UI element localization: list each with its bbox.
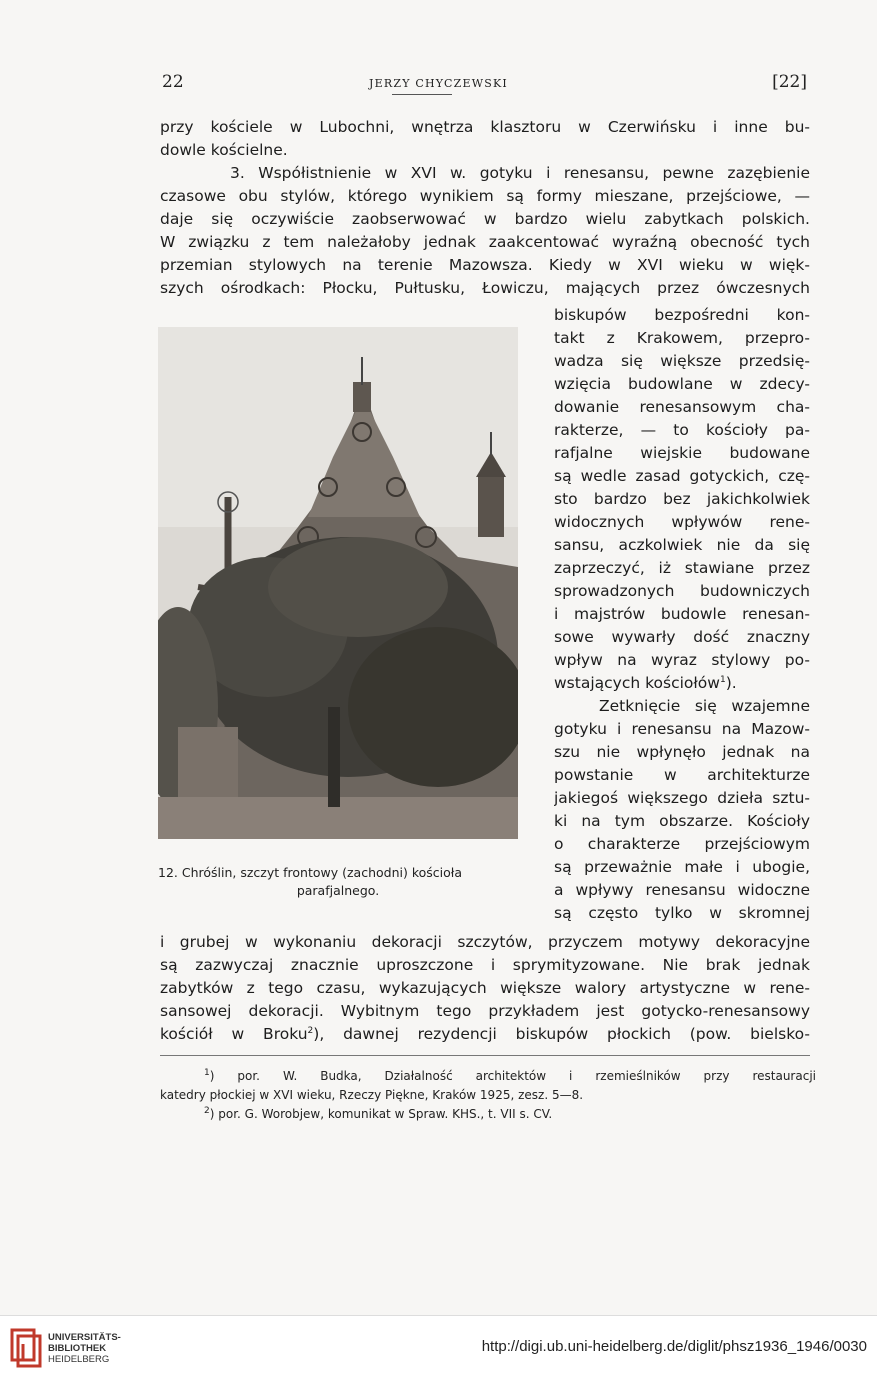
footnote-mark: 1: [204, 1068, 210, 1078]
text-line: wadza się większe przedsię-: [554, 352, 810, 370]
footnote-1-line-2: katedry płockiej w XVI wieku, Rzeczy Piękne, Kraków 1925, zesz. 5—8.: [160, 1088, 584, 1102]
text-line: W związku z tem należałoby jednak zaakcentować wyraźną obecność tych: [160, 233, 810, 251]
text-line: takt z Krakowem, przepro-: [554, 329, 810, 347]
text-fragment: ).: [725, 674, 737, 692]
library-name: [48, 1332, 121, 1365]
footnote-ref-2: 2: [307, 1025, 314, 1036]
source-url-link[interactable]: http://digi.ub.uni-heidelberg.de/diglit/phsz1936_1946/0030: [481, 1338, 867, 1355]
university-library-logo-icon: [10, 1324, 42, 1372]
text-line: 3. Współistnienie w XVI w. gotyku i renesansu, pewne zazębienie: [230, 164, 810, 182]
text-line: sansu, aczkolwiek nie da się: [554, 536, 810, 554]
library-line-3: HEIDELBERG: [48, 1354, 110, 1365]
text-line: są często tylko w skromnej: [554, 904, 810, 922]
footer-bar: [0, 1315, 877, 1379]
church-photo-drawing: [158, 327, 518, 839]
church-gable-photo: [158, 327, 518, 839]
body-text-top: [160, 116, 810, 300]
footnote-2: [160, 1105, 816, 1124]
text-line: i grubej w wykonaniu dekoracji szczytów, przyczem motywy dekoracyjne: [160, 933, 810, 951]
text-line: o charakterze przejściowym: [554, 835, 810, 853]
text-line: przy kościele w Lubochni, wnętrza klasztoru w Czerwińsku i inne bu-: [160, 118, 810, 136]
text-line: a wpływy renesansu widoczne: [554, 881, 810, 899]
text-line: zabytków z tego czasu, wykazujących większe walory artystyczne w rene-: [160, 979, 810, 997]
footnote-ref-1: 1: [719, 674, 726, 685]
body-text-column: [554, 304, 810, 925]
header-rule: [392, 94, 452, 95]
text-line: powstanie w architekturze: [554, 766, 810, 784]
text-line: rakterze, — to kościoły pa-: [554, 421, 810, 439]
text-line: dowle kościelne.: [160, 141, 288, 159]
caption-line-1: 12. Chróślin, szczyt frontowy (zachodni) kościoła: [158, 865, 462, 880]
text-line: sprowadzonych budowniczych: [554, 582, 810, 600]
text-line: wpływ na wyraz stylowy po-: [554, 651, 810, 669]
text-line: są zazwyczaj znacznie uproszczone i sprymityzowane. Nie brak jednak: [160, 956, 810, 974]
page-number-right: [22]: [772, 72, 807, 92]
footnote-rule: [160, 1055, 810, 1056]
text-line: sowe wywarły dość znaczny: [554, 628, 810, 646]
text-line: wzięcia budowlane w zdecy-: [554, 375, 810, 393]
text-line: Zetknięcie się wzajemne: [599, 697, 810, 715]
text-line: widocznych wpływów rene-: [554, 513, 810, 531]
text-fragment: kościół w Broku: [160, 1025, 308, 1043]
running-head-author: JERZY CHYCZEWSKI: [369, 77, 508, 90]
figure-caption: [158, 864, 528, 900]
text-line: są przeważnie małe i ubogie,: [554, 858, 810, 876]
text-line: są wedle zasad gotyckich, czę-: [554, 467, 810, 485]
footnote-mark: 2: [204, 1106, 210, 1116]
text-line: daje się oczywiście zaobserwować w bardzo wielu zabytkach polskich.: [160, 210, 810, 228]
text-line: [160, 1023, 810, 1046]
text-line: [554, 672, 810, 695]
text-line: ki na tym obszarze. Kościoły: [554, 812, 810, 830]
text-line: sto bardzo bez jakichkolwiek: [554, 490, 810, 508]
text-line: jakiegoś większego dzieła sztu-: [554, 789, 810, 807]
text-line: biskupów bezpośredni kon-: [554, 306, 810, 324]
footnote-text: ) por. W. Budka, Działalność architektów i rzemieślników przy restauracji: [209, 1069, 816, 1083]
body-text-bottom: [160, 931, 810, 1046]
text-line: przemian stylowych na terenie Mazowsza. Kiedy w XVI wieku w więk-: [160, 256, 810, 274]
text-line: zaprzeczyć, iż stawiane przez: [554, 559, 810, 577]
text-line: dowanie renesansowym cha-: [554, 398, 810, 416]
footnote-1-line-1: [160, 1067, 816, 1086]
library-line-1: UNIVERSITÄTS-: [48, 1332, 121, 1343]
text-line: czasowe obu stylów, którego wynikiem są formy mieszane, przejściowe, —: [160, 187, 810, 205]
text-line: szu nie wpłynęło jednak na: [554, 743, 810, 761]
page-number-left: 22: [162, 72, 184, 92]
text-line: rafjalne wiejskie budowane: [554, 444, 810, 462]
text-line: gotyku i renesansu na Mazow-: [554, 720, 810, 738]
caption-line-2: parafjalnego.: [296, 883, 380, 898]
text-line: szych ośrodkach: Płocku, Pułtusku, Łowiczu, mających przez ówczesnych: [160, 279, 810, 297]
text-fragment: ), dawnej rezydencji biskupów płockich (pow. bielsko-: [313, 1025, 810, 1043]
footnote-text: ) por. G. Worobjew, komunikat w Spraw. KHS., t. VII s. CV.: [209, 1107, 553, 1121]
text-line: i majstrów budowle renesan-: [554, 605, 810, 623]
library-line-2: BIBLIOTHEK: [48, 1343, 107, 1354]
text-line: sansowej dekoracji. Wybitnym tego przykładem jest gotycko-renesansowy: [160, 1002, 810, 1020]
text-fragment: wstających kościołów: [554, 674, 720, 692]
footnotes: [160, 1067, 816, 1124]
